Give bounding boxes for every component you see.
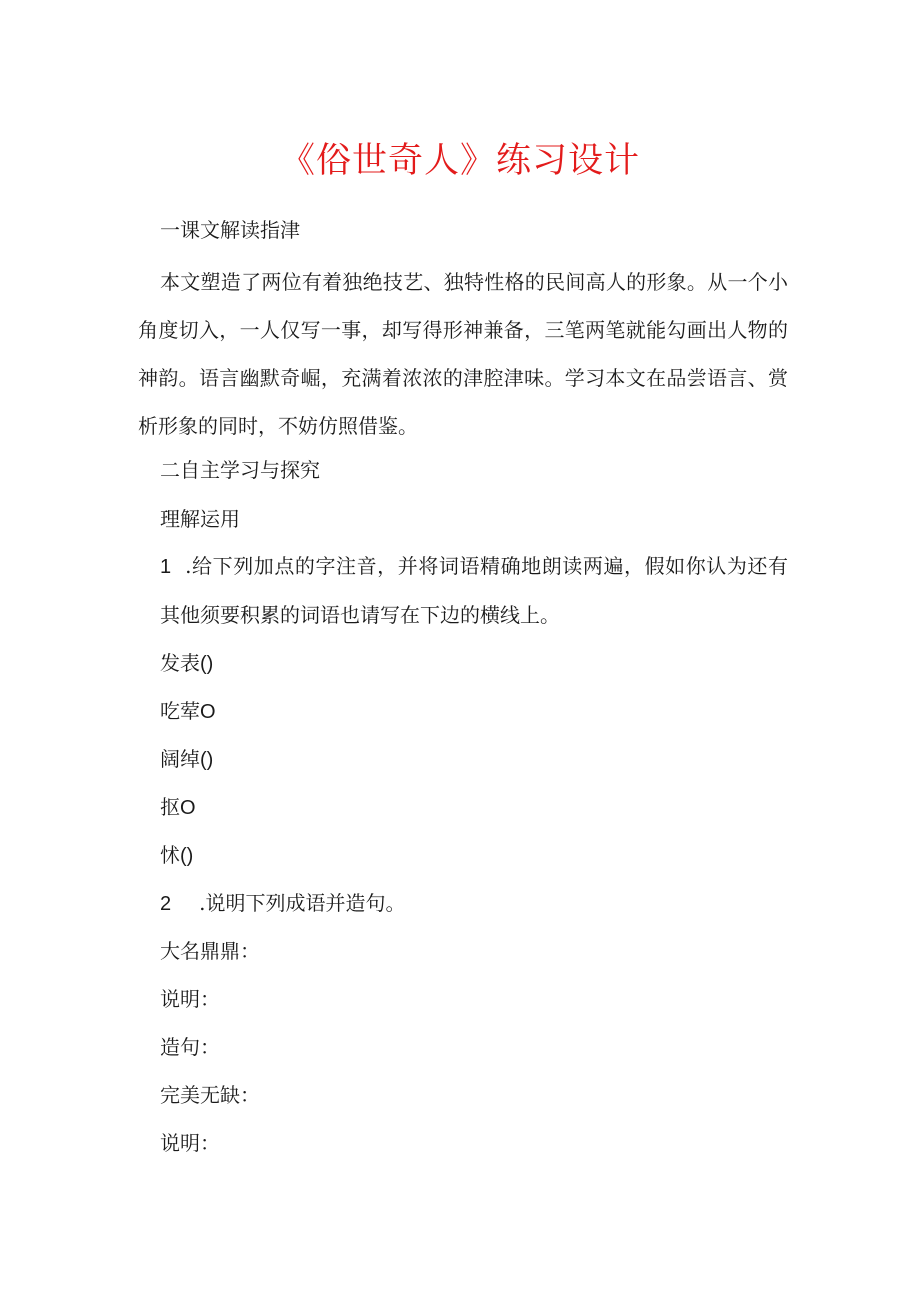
word-item bbox=[160, 697, 216, 726]
word-item bbox=[160, 793, 196, 822]
word-text: 怵 bbox=[160, 843, 180, 867]
section-heading-2: 二自主学习与探究 bbox=[160, 458, 320, 482]
word-item bbox=[160, 745, 213, 774]
idiom-2: 完美无缺： bbox=[160, 1083, 260, 1107]
sentence-label: 造句： bbox=[160, 1035, 220, 1059]
word-bracket: () bbox=[180, 845, 194, 867]
explain-label: 说明： bbox=[160, 987, 220, 1011]
word-text: 发表 bbox=[160, 651, 200, 675]
intro-paragraph: 本文塑造了两位有着独绝技艺、独特性格的民间高人的形象。从一个小角度切入，一人仅写一事，却写得形神兼备，三笔两笔就能勾画出人物的神韵。语言幽默奇崛，充满着浓浓的津腔津味。学习本文在品尝语言、赏析形象的同时，不妨仿照借鉴。 bbox=[138, 270, 788, 438]
word-item bbox=[160, 841, 193, 870]
word-text: 吃荤 bbox=[160, 699, 200, 723]
word-bracket: () bbox=[200, 749, 214, 771]
question-1-number: 1 bbox=[160, 556, 172, 578]
word-bracket: O bbox=[180, 797, 196, 819]
question-1 bbox=[160, 542, 788, 639]
idiom-1: 大名鼎鼎： bbox=[160, 939, 260, 963]
explain-label: 说明： bbox=[160, 1131, 220, 1155]
section-heading-1: 一课文解读指津 bbox=[160, 218, 300, 242]
word-bracket: O bbox=[200, 701, 216, 723]
subheading: 理解运用 bbox=[160, 507, 240, 531]
word-text: 抠 bbox=[160, 795, 180, 819]
word-text: 阔绰 bbox=[160, 747, 200, 771]
question-2 bbox=[160, 889, 405, 918]
question-2-number: 2 bbox=[160, 893, 172, 915]
document-title: 《俗世奇人》练习设计 bbox=[279, 141, 640, 181]
question-2-text: .说明下列成语并造句。 bbox=[199, 891, 406, 915]
question-1-text: .给下列加点的字注音，并将词语精确地朗读两遍，假如你认为还有其他须要积累的词语也请写在下边的横线上。 bbox=[160, 554, 788, 627]
word-item bbox=[160, 649, 213, 678]
word-bracket: () bbox=[200, 653, 214, 675]
